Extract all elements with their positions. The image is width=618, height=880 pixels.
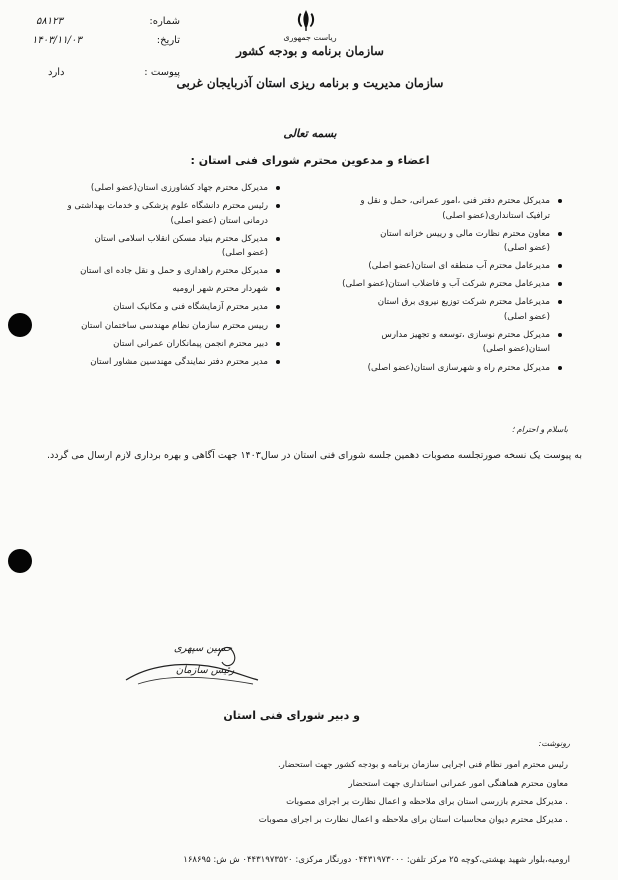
recipient-item — [40, 319, 280, 334]
recipient-line: معاون محترم نظارت مالی و رییس خزانه استان — [380, 228, 550, 239]
recipient-line: مدیرعامل محترم شرکت آب و فاضلاب استان(عضو اصلی) — [342, 279, 550, 290]
recipient-item — [40, 232, 280, 261]
recipient-item — [332, 227, 562, 256]
letter-date — [30, 35, 180, 49]
recipient-item — [332, 277, 562, 292]
number-label: شماره: — [149, 16, 180, 27]
recipient-line: دبیر محترم انجمن پیمانکاران عمرانی استان — [113, 338, 268, 349]
punch-hole — [8, 549, 32, 573]
recipient-line: (عضو اصلی) — [221, 248, 268, 259]
recipient-line: مدیرکل محترم راه و شهرسازی استان(عضو اصلی) — [367, 362, 550, 373]
greeting: باسلام و احترام ؛ — [511, 425, 568, 434]
recipient-item — [40, 181, 280, 196]
recipient-line: ترافیک استانداری(عضو اصلی) — [442, 210, 550, 221]
punch-hole — [8, 313, 32, 337]
provincial-organization-name: سازمان مدیریت و برنامه ریزی استان آذربایجان غربی — [176, 76, 444, 90]
recipient-line: درمانی استان (عضو اصلی) — [170, 215, 268, 226]
recipient-item — [40, 337, 280, 352]
recipient-item — [332, 295, 562, 324]
recipient-item — [40, 282, 280, 297]
recipient-line: مدیرکل محترم دفتر فنی ،امور عمرانی، حمل و نقل و — [360, 196, 550, 206]
recipient-line: رییس محترم سازمان نظام مهندسی ساختمان استان — [81, 320, 268, 331]
signatory-title: رئیس سازمان — [175, 665, 235, 676]
number-value: ۵۸۱۲۳ — [36, 16, 63, 27]
iran-emblem-icon — [294, 8, 318, 32]
signatory-name: حسین سپهری — [173, 643, 233, 654]
recipient-line: استان(عضو اصلی) — [482, 344, 550, 355]
letter-body: به پیوست یک نسخه صورتجلسه مصوبات دهمین جلسه شورای فنی استان در سال۱۴۰۳ جهت آگاهی و بهره برداری لازم ارسال می گردد. — [46, 450, 582, 461]
recipient-line: مدیرکل محترم جهاد کشاورزی استان(عضو اصلی) — [90, 183, 268, 193]
cc-item: رئیس محترم امور نظام فنی اجرایی سازمان برنامه و بودجه کشور جهت استحضار. — [277, 760, 568, 770]
organization-name: سازمان برنامه و بودجه کشور — [236, 44, 384, 58]
recipient-item — [40, 355, 280, 370]
attachment-label: پیوست : — [144, 67, 180, 78]
letter-number — [30, 16, 180, 30]
bismillah-heading: بسمه تعالی — [283, 127, 337, 140]
recipient-line: رئیس محترم دانشگاه علوم پزشکی و خدمات بهداشتی و — [67, 201, 268, 212]
recipients-right-column — [332, 194, 562, 375]
cc-item: . مدیرکل محترم بازرسی استان برای ملاحظه و اعمال نظارت بر اجرای مصوبات — [286, 797, 568, 807]
recipient-line: مدیرکل محترم نوسازی ،توسعه و تجهیز مدارس — [381, 329, 550, 340]
attachment-value: دارد — [48, 67, 65, 78]
recipient-item — [332, 259, 562, 274]
recipient-line: (عضو اصلی) — [503, 243, 550, 254]
recipient-item — [40, 199, 280, 228]
presidency-label: ریاست جمهوری — [283, 33, 337, 42]
recipient-item — [332, 361, 562, 376]
cc-item: معاون محترم هماهنگی امور عمرانی استانداری جهت استحضار — [348, 779, 568, 789]
recipient-line: شهردار محترم شهر ارومیه — [172, 284, 268, 295]
recipient-line: مدیرکل محترم بنیاد مسکن انقلاب اسلامی استان — [94, 233, 268, 244]
recipient-line: مدیر محترم آزمایشگاه فنی و مکانیک استان — [113, 302, 268, 313]
recipient-line: مدیر محترم دفتر نمایندگی مهندسین مشاور استان — [90, 356, 268, 367]
recipients-title: اعضاء و مدعوین محترم شورای فنی استان : — [190, 154, 430, 167]
letter-attachment — [30, 67, 180, 81]
recipient-item — [40, 264, 280, 279]
date-label: تاریخ: — [156, 35, 180, 46]
cc-title: رونوشت: — [538, 739, 570, 748]
recipient-item — [332, 194, 562, 223]
secretary-title: و دبیر شورای فنی استان — [223, 709, 360, 722]
recipient-line: مدیرعامل محترم شرکت توزیع نیروی برق استان — [377, 297, 550, 308]
recipient-item — [40, 300, 280, 315]
cc-item: . مدیرکل محترم دیوان محاسبات استان برای ملاحظه و اعمال نظارت بر اجرای مصوبات — [258, 815, 568, 825]
recipient-line: مدیرعامل محترم آب منطقه ای استان(عضو اصلی) — [368, 261, 550, 272]
date-value: ۱۴۰۳/۱۱/۰۳ — [32, 35, 82, 46]
recipient-line: مدیرکل محترم راهداری و حمل و نقل جاده ای استان — [80, 266, 268, 277]
recipients-left-column — [40, 181, 280, 369]
recipient-line: (عضو اصلی) — [503, 311, 550, 322]
footer-address: ارومیه،بلوار شهید بهشتی،کوچه ۲۵ مرکز تلفن: ۰۴۴۳۱۹۷۳۰۰۰ دورنگار مرکزی: ۰۴۴۳۱۹۷۳۵۲۰ ش ش: ۱۶۸۶۹۵ — [183, 855, 570, 865]
recipient-item — [332, 328, 562, 357]
